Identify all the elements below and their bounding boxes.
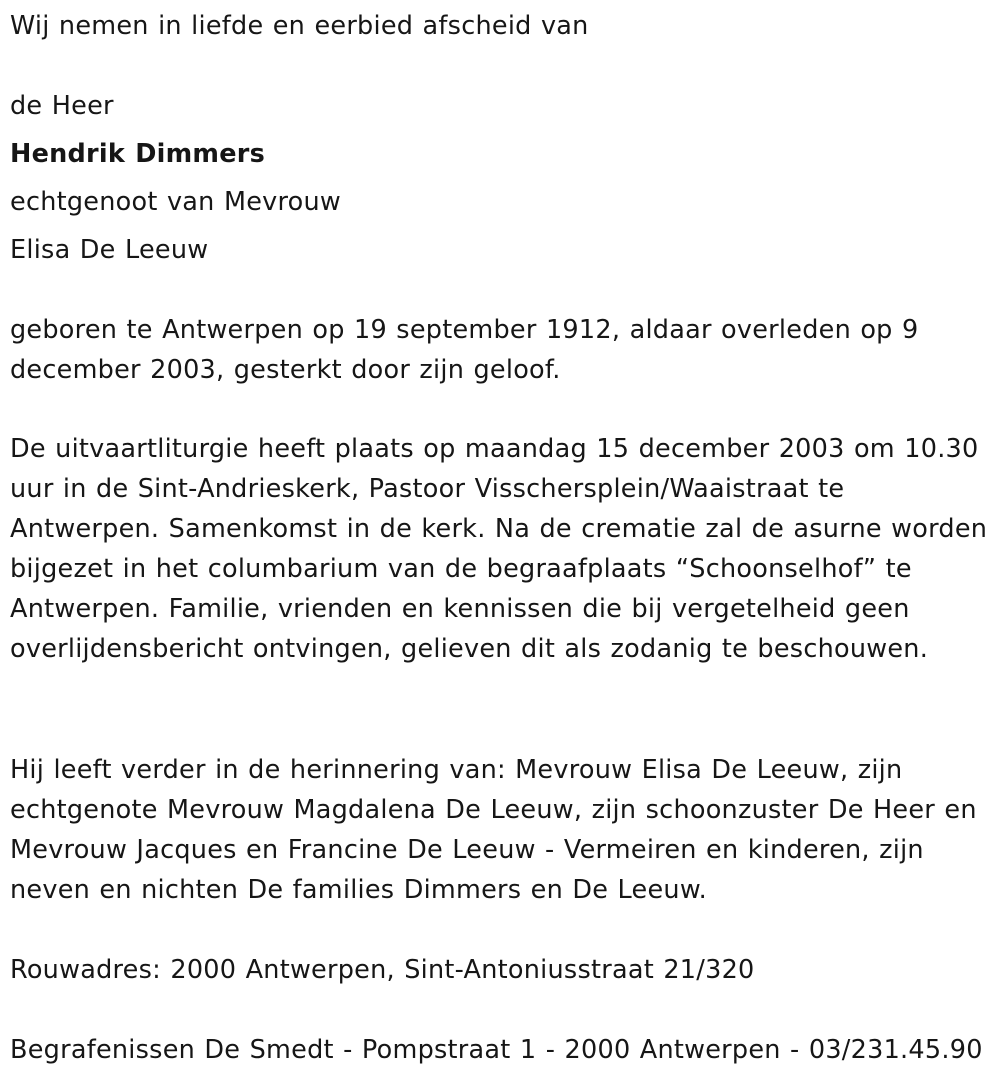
spouse-label: echtgenoot van Mevrouw	[10, 187, 342, 217]
intro-text: Wij nemen in liefde en eerbied afscheid van	[10, 11, 589, 41]
birth-death-paragraph: geboren te Antwerpen op 19 september 1912, aldaar overleden op 9 december 2003, gesterkt door zijn geloof.	[10, 315, 919, 385]
remembered-by-paragraph: Hij leeft verder in de herinnering van: Mevrouw Elisa De Leeuw, zijn echtgenote Mevrouw Magdalena De Leeuw, zijn schoonzuster De Heer en Mevrouw Jacques en Francine De Leeuw - Vermeiren en kinderen, zijn neven en nichten De families Dimmers en De Leeuw.	[10, 755, 977, 905]
spouse-name: Elisa De Leeuw	[10, 235, 209, 265]
title-text: de Heer	[10, 91, 114, 121]
deceased-name: Hendrik Dimmers	[10, 139, 266, 169]
funeral-paragraph: De uitvaartliturgie heeft plaats op maandag 15 december 2003 om 10.30 uur in de Sint-Andrieskerk, Pastoor Visschersplein/Waaistraat te Antwerpen. Samenkomst in de kerk. Na de crematie zal de asurne worden bijgezet in het columbarium van de begraafplaats “Schoonselhof” te Antwerpen. Familie, vrienden en kennissen die bij vergetelheid geen overlijdensbericht ontvingen, gelieven dit als zodanig te beschouwen.	[10, 434, 988, 664]
funeral-home: Begrafenissen De Smedt - Pompstraat 1 - 2000 Antwerpen - 03/231.45.90	[10, 1035, 983, 1065]
mourning-address: Rouwadres: 2000 Antwerpen, Sint-Antoniusstraat 21/320	[10, 955, 755, 985]
